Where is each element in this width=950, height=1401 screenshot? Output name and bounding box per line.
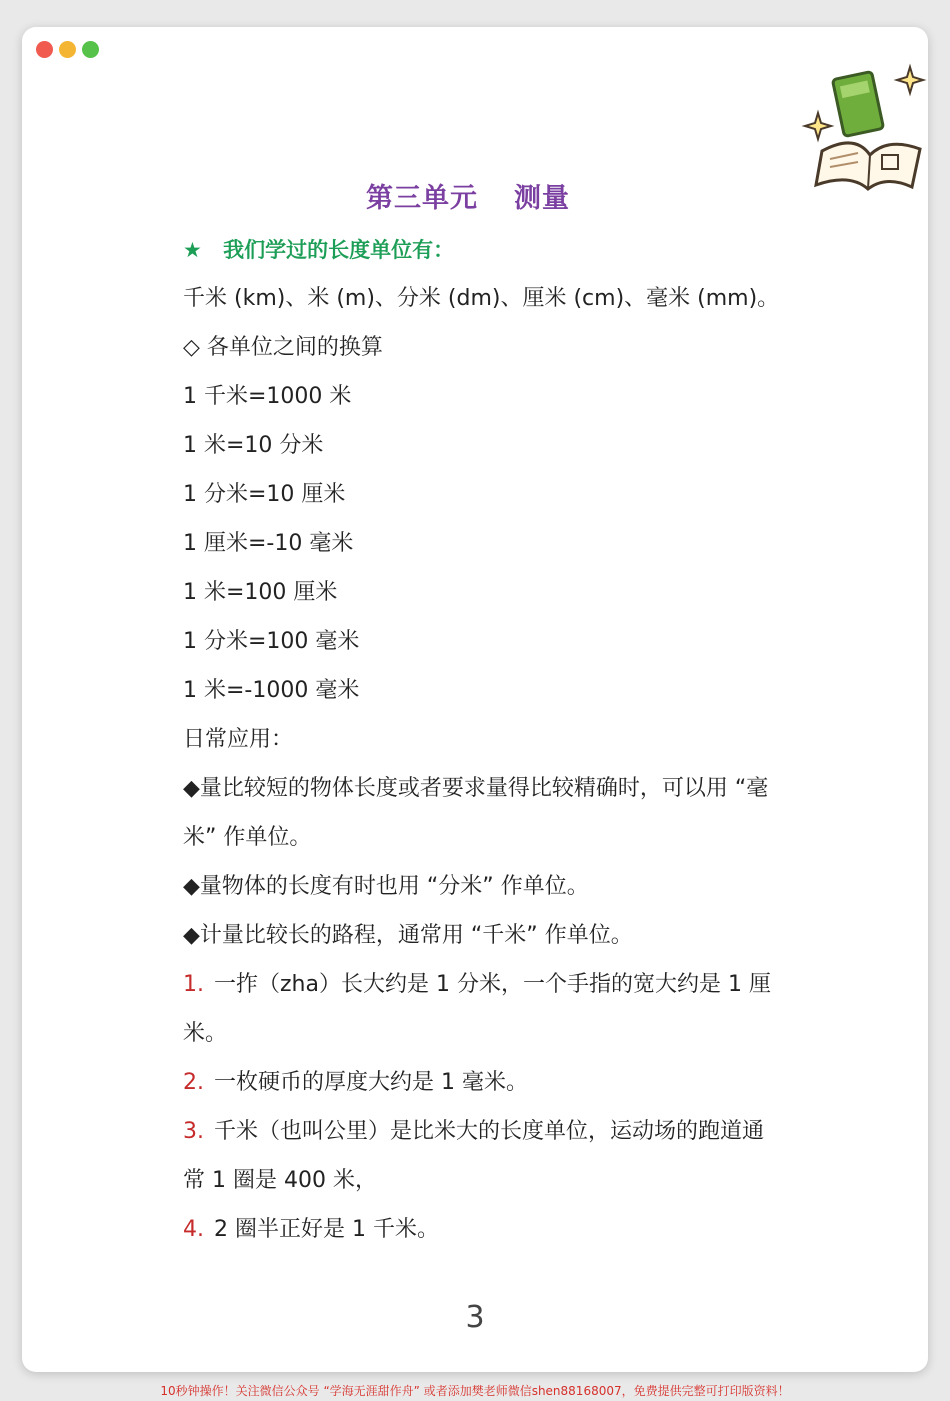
conversion-item: 1 分米=10 厘米 xyxy=(183,482,346,507)
numbered-item xyxy=(183,969,771,1001)
minimize-window-button[interactable] xyxy=(59,41,76,58)
item-text: 千米（也叫公里）是比米大的长度单位，运动场的跑道通 xyxy=(214,1119,765,1144)
item-number: 3. xyxy=(183,1119,204,1144)
bullet-item: ◆量比较短的物体长度或者要求量得比较精确时，可以用 “毫 xyxy=(183,776,769,801)
sparkle-icon xyxy=(897,67,923,93)
numbered-item xyxy=(183,1214,439,1246)
conversion-item: 1 分米=100 毫米 xyxy=(183,629,360,654)
numbered-item-continued xyxy=(183,1165,377,1197)
item-text: 一拃（zha）长大约是 1 分米，一个手指的宽大约是 1 厘 xyxy=(214,972,771,997)
page-number: 3 xyxy=(465,1300,485,1335)
sparkle-icon xyxy=(805,113,831,139)
bullet-item: ◆量物体的长度有时也用 “分米” 作单位。 xyxy=(183,874,589,899)
title-unit: 第三单元 xyxy=(366,183,478,214)
green-book-icon xyxy=(832,71,883,136)
units-line: 千米 (km)、米 (m)、分米 (dm)、厘米 (cm)、毫米 (mm)。 xyxy=(183,286,780,311)
item-number: 1. xyxy=(183,972,204,997)
item-text: 常 1 圈是 400 米， xyxy=(183,1168,377,1193)
star-icon: ★ xyxy=(183,238,202,262)
conversion-item: 1 米=-1000 毫米 xyxy=(183,678,360,703)
item-number: 2. xyxy=(183,1070,204,1095)
item-text: 一枚硬币的厚度大约是 1 毫米。 xyxy=(214,1070,528,1095)
close-window-button[interactable] xyxy=(36,41,53,58)
page-title xyxy=(366,176,606,215)
numbered-item-continued xyxy=(183,1018,227,1050)
maximize-window-button[interactable] xyxy=(82,41,99,58)
bullet-item: ◆计量比较长的路程，通常用 “千米” 作单位。 xyxy=(183,923,633,948)
conversion-heading: ◇ 各单位之间的换算 xyxy=(183,335,383,360)
title-topic: 测量 xyxy=(514,183,570,214)
conversion-item: 1 米=10 分米 xyxy=(183,433,324,458)
books-illustration-icon xyxy=(800,63,928,193)
window-titlebar xyxy=(22,27,928,71)
bullet-item: 米” 作单位。 xyxy=(183,825,312,850)
item-number: 4. xyxy=(183,1217,204,1242)
subheading-text: 我们学过的长度单位有： xyxy=(223,238,455,262)
conversion-item: 1 千米=1000 米 xyxy=(183,384,352,409)
section-subheading xyxy=(183,234,454,266)
numbered-item xyxy=(183,1116,764,1148)
open-book-icon xyxy=(816,143,920,189)
conversion-item: 1 米=100 厘米 xyxy=(183,580,338,605)
numbered-item xyxy=(183,1067,528,1099)
document-window xyxy=(22,27,928,1372)
item-text: 2 圈半正好是 1 千米。 xyxy=(214,1217,439,1242)
conversion-item: 1 厘米=-10 毫米 xyxy=(183,531,354,556)
promo-footer: 10秒钟操作！关注微信公众号 “学海无涯甜作舟” 或者添加樊老师微信shen88168007，免费提供完整可打印版资料！ xyxy=(160,1384,790,1398)
daily-use-heading: 日常应用： xyxy=(183,727,294,752)
item-text: 米。 xyxy=(183,1021,228,1046)
